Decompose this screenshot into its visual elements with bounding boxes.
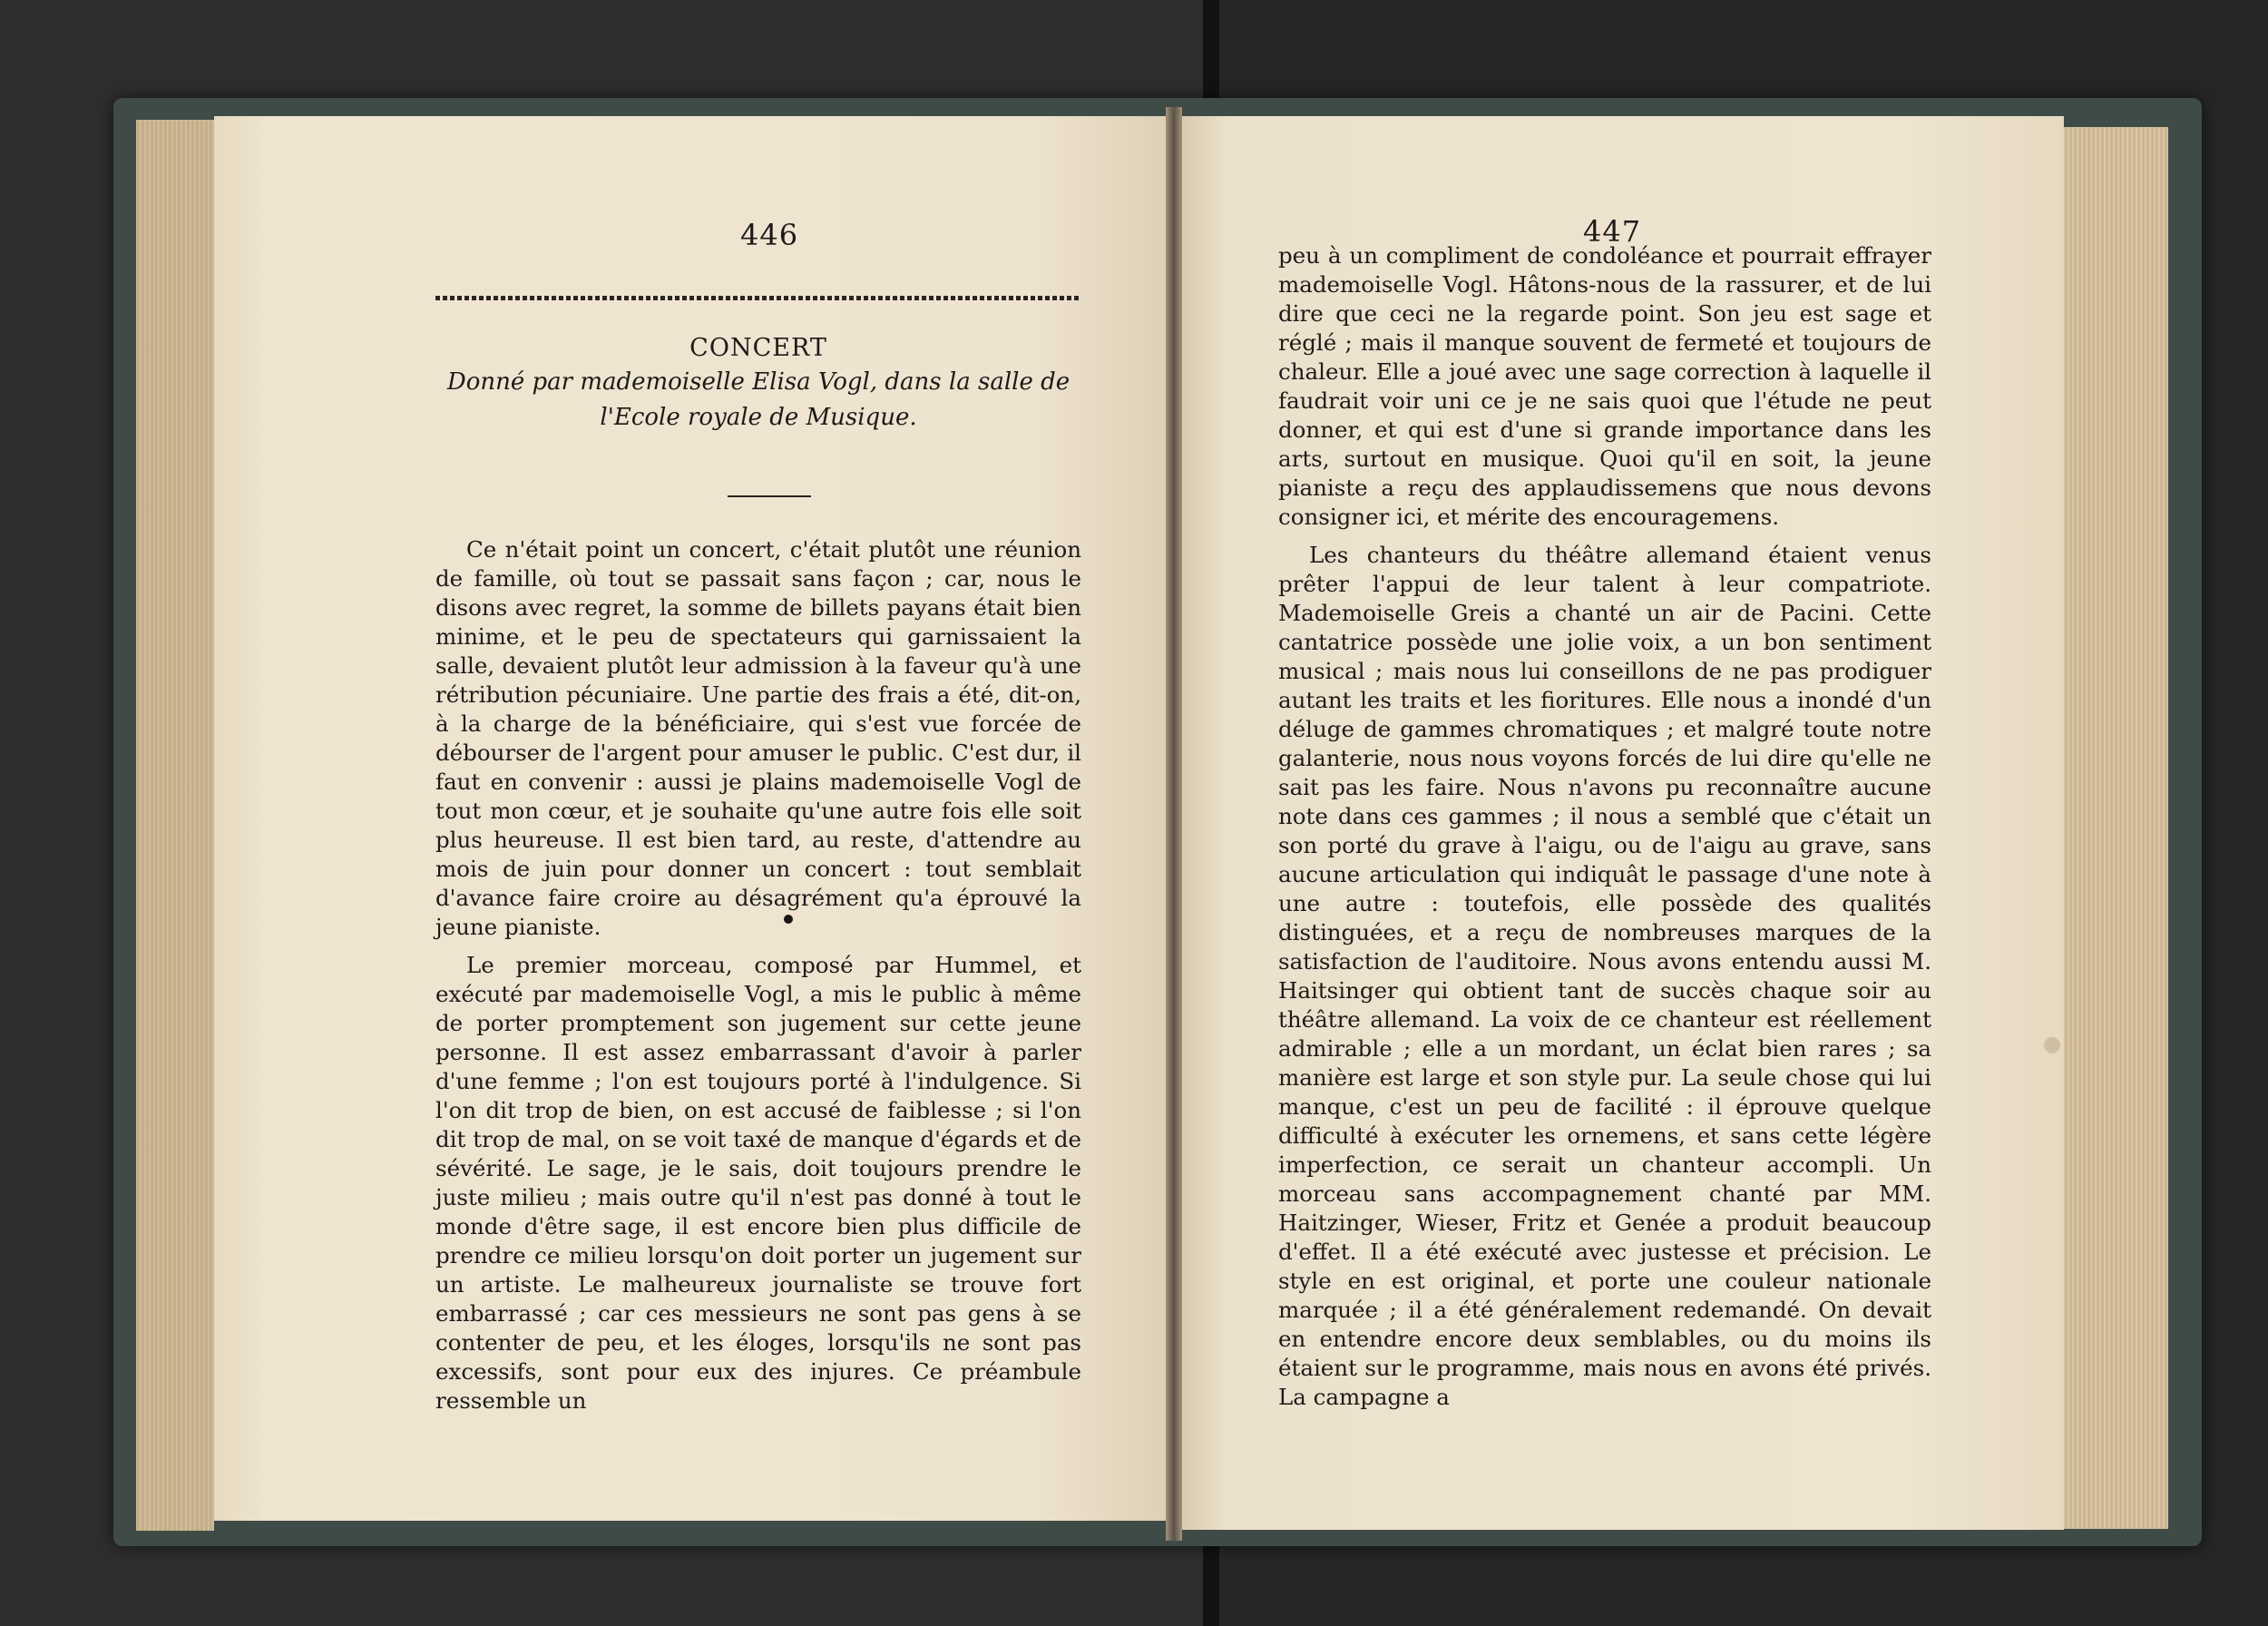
paragraph: peu à un compliment de condoléance et pourrait effrayer mademoiselle Vogl. Hâtons-nous de la rassurer, et de lui dire que ceci ne la regarde point. Son jeu est sage et réglé ; mais il manque souvent de fermeté et toujours de chaleur. Elle a joué avec une sage correction à laquelle il faudrait voir uni ce je ne sais quoi que l'étude ne peut donner, et qui est d'une si grande importance dans les arts, surtout en musique. Quoi qu'il en soit, la jeune pianiste a reçu des applaudissemens que nous devons consigner ici, et mérite des encouragemens. [1278, 242, 1931, 530]
left-page [214, 116, 1168, 1521]
ornamental-rule [435, 296, 1081, 300]
paper-stain [2044, 1037, 2060, 1053]
page-number: 447 [1583, 214, 1642, 249]
book-gutter [1166, 107, 1182, 1541]
paragraph: Ce n'était point un concert, c'était plutôt une réunion de famille, où tout se passait sans façon ; car, nous le disons avec regret, la somme de billets payans était bien minime, et le peu de spectateurs qui garnissaient la salle, devaient plutôt leur admission à la faveur qu'à une rétribution pécuniaire. Une partie des frais a été, dit-on, à la charge de la bénéficiaire, qui s'est vue forcée de débourser de l'argent pour amuser le public. C'est dur, il faut en convenir : aussi je plains mademoiselle Vogl de tout mon cœur, et je souhaite qu'une autre fois elle soit plus heureuse. Il est bien tard, au reste, d'attendre au mois de juin pour donner un concert : tout semblait d'avance faire croire au désagrément qu'a éprouvé la jeune pianiste. [435, 536, 1081, 940]
right-page [1182, 116, 2064, 1530]
paragraph: Le premier morceau, composé par Hummel, et exécuté par mademoiselle Vogl, a mis le public à même de porter promptement son jugement sur cette jeune personne. Il est assez embarrassant d'avoir à parler d'une femme ; l'on est toujours porté à l'indulgence. Si l'on dit trop de bien, on est accusé de faiblesse ; si l'on dit trop de mal, on se voit taxé de manque d'égards et de sévérité. Le sage, je le sais, doit toujours prendre le juste milieu ; mais outre qu'il n'est pas donné à tout le monde d'être sage, il est encore bien plus difficile de prendre ce milieu lorsqu'on doit porter un jugement sur un artiste. Le malheureux journaliste se trouve fort embarrassé ; car ces messieurs ne sont pas gens à se contenter de peu, et les éloges, lorsqu'ils ne sont pas excessifs, sont pour eux des injures. Ce préambule ressemble un [435, 952, 1081, 1414]
page-edges-left [136, 120, 214, 1531]
ink-blot [784, 915, 793, 924]
article-heading: CONCERT [689, 334, 827, 362]
body-text [435, 535, 1081, 1425]
paragraph: Les chanteurs du théâtre allemand étaient venus prêter l'appui de leur talent à leur compatriote. Mademoiselle Greis a chanté un air de Pacini. Cette cantatrice possède une jolie voix, a un bon sentiment musical ; mais nous lui conseillons de ne pas prodiguer autant les traits et les fioritures. Elle nous a inondé d'un déluge de gammes chromatiques ; et malgré toute notre galanterie, nous nous voyons forcés de lui dire qu'elle ne sait pas les faire. Nous n'avons pu reconnaître aucune note dans ces gammes ; il nous a semblé que c'était un son porté du grave à l'aigu, ou de l'aigu au grave, sans aucune articulation qui indiquât le passage d'une note à une autre : toutefois, elle possède des qualités distinguées, et a reçu de nombreuses marques de la satisfaction de l'auditoire. Nous avons entendu aussi M. Haitsinger qui obtient tant de succès chaque soir au théâtre allemand. La voix de ce chanteur est réellement admirable ; elle a un mordant, un éclat bien rares ; sa manière est large et son style pur. La seule chose qui lui manque, c'est un peu de facilité : il éprouve quelque difficulté à exécuter les ornemens, et sans cette légère imperfection, ce serait un chanteur accompli. Un morceau sans accompagnement chanté par MM. Haitzinger, Wieser, Fritz et Genée a produit beaucoup d'effet. Il a été exécuté avec justesse et précision. Le style en est original, et porte une couleur nationale marquée ; il a été généralement redemandé. On devait en entendre encore deux semblables, ou du moins ils étaient sur le programme, mais nous en avons été privés. La campagne a [1278, 542, 1931, 1410]
body-text [1278, 241, 1931, 1421]
page-number: 446 [740, 218, 799, 252]
page-edges-right [2059, 127, 2168, 1529]
article-subheading: Donné par mademoiselle Elisa Vogl, dans la salle de l'Ecole royale de Musique. [446, 368, 1070, 431]
heading-divider [728, 495, 811, 497]
